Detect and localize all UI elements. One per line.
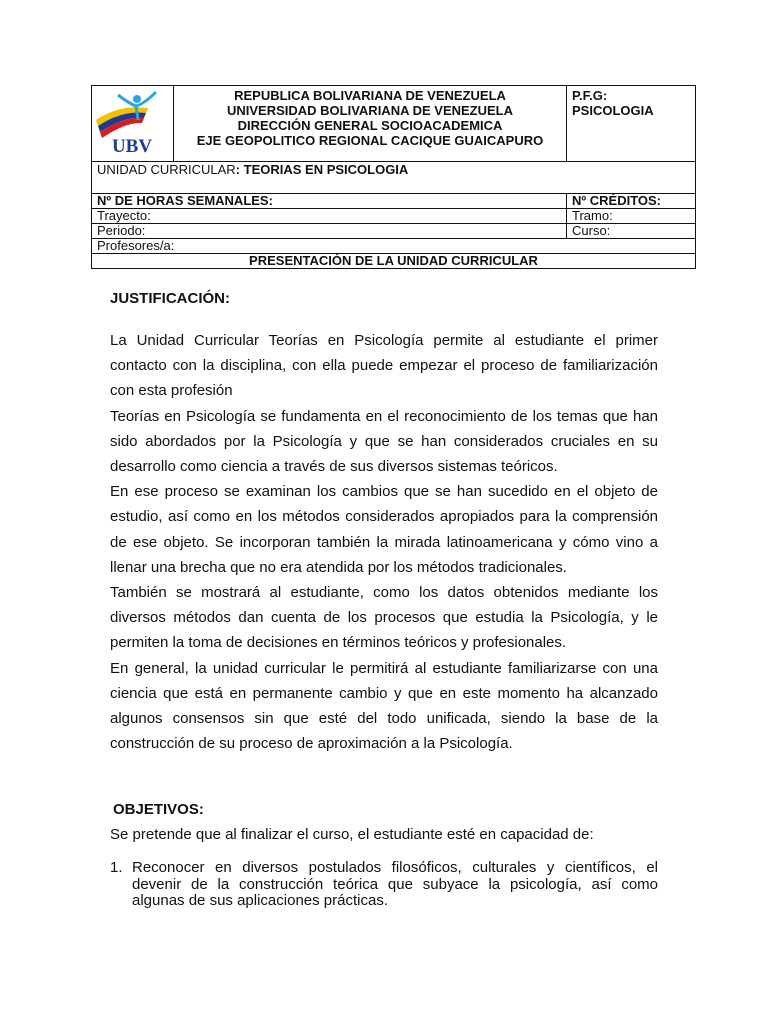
unidad-curricular-cell (92, 162, 696, 194)
list-item (110, 860, 658, 910)
header-table (91, 85, 696, 269)
unidad-curricular-value: : TEORIAS EN PSICOLOGIA (235, 162, 409, 177)
institution-line: REPUBLICA BOLIVARIANA DE VENEZUELA (234, 88, 506, 103)
logo-cell (92, 86, 174, 162)
institution-block (174, 86, 567, 162)
justificacion-body (110, 328, 658, 756)
logo-text: UBV (111, 136, 153, 157)
list-item-number: 1. (110, 859, 123, 876)
pfg-cell (567, 86, 696, 162)
periodo-label: Periodo: (92, 224, 567, 239)
justificacion-paragraph: En ese proceso se examinan los cambios que se han sucedido en el objeto de estudio, así como en los métodos considerados apropiados para la comprensión de ese objeto. Se incorporan también la mirada latinoamericana y cómo vino a llenar una brecha que no era atendida por los métodos tradicionales. (110, 483, 658, 576)
pfg-label: P.F.G: (572, 88, 608, 103)
objetivos-intro: Se pretende que al finalizar el curso, el estudiante esté en capacidad de: (110, 826, 594, 843)
list-item-text: Reconocer en diversos postulados filosóficos, culturales y científicos, el devenir de la construcción teórica que subyace la psicología, así como algunas de sus aplicaciones prácticas. (132, 859, 658, 909)
trayecto-label: Trayecto: (92, 209, 567, 224)
presentacion-heading: PRESENTACIÓN DE LA UNIDAD CURRICULAR (92, 254, 696, 269)
curso-label: Curso: (567, 224, 696, 239)
creditos-label: Nº CRÉDITOS: (567, 194, 696, 209)
justificacion-paragraph: En general, la unidad curricular le permitirá al estudiante familiarizarse con una ciencia que está en permanente cambio y que en este momento ha alcanzado algunos consensos sin que esté del todo unificada, siendo la base de la construcción de su proceso de aproximación a la Psicología. (110, 659, 658, 753)
justificacion-heading: JUSTIFICACIÓN: (110, 290, 230, 307)
tramo-label: Tramo: (567, 209, 696, 224)
horas-semanales-label: Nº DE HORAS SEMANALES: (92, 194, 567, 209)
justificacion-paragraph: Teorías en Psicología se fundamenta en el reconocimiento de los temas que han sido abordados por la Psicología y que se han considerados cruciales en su desarrollo como ciencia a través de sus diversos sistemas teóricos. (110, 407, 658, 476)
institution-line: EJE GEOPOLITICO REGIONAL CACIQUE GUAICAPURO (196, 133, 544, 148)
ubv-logo (92, 86, 172, 158)
profesores-label: Profesores/a: (92, 239, 696, 254)
objetivos-list (110, 860, 658, 910)
justificacion-paragraph: La Unidad Curricular Teorías en Psicología permite al estudiante el primer contacto con la disciplina, con ella puede empezar el proceso de familiarización con esta profesión (110, 332, 658, 400)
institution-line: DIRECCIÓN GENERAL SOCIOACADEMICA (237, 118, 503, 133)
pfg-value: PSICOLOGIA (572, 103, 654, 118)
unidad-curricular-label: UNIDAD CURRICULAR (97, 162, 236, 177)
institution-line: UNIVERSIDAD BOLIVARIANA DE VENEZUELA (226, 103, 514, 118)
objetivos-heading: OBJETIVOS: (113, 801, 204, 818)
justificacion-paragraph: También se mostrará al estudiante, como los datos obtenidos mediante los diversos métodos dan cuenta de los procesos que estudia la Psicología, y le permiten la toma de decisiones en términos teóricos y profesionales. (110, 584, 658, 652)
